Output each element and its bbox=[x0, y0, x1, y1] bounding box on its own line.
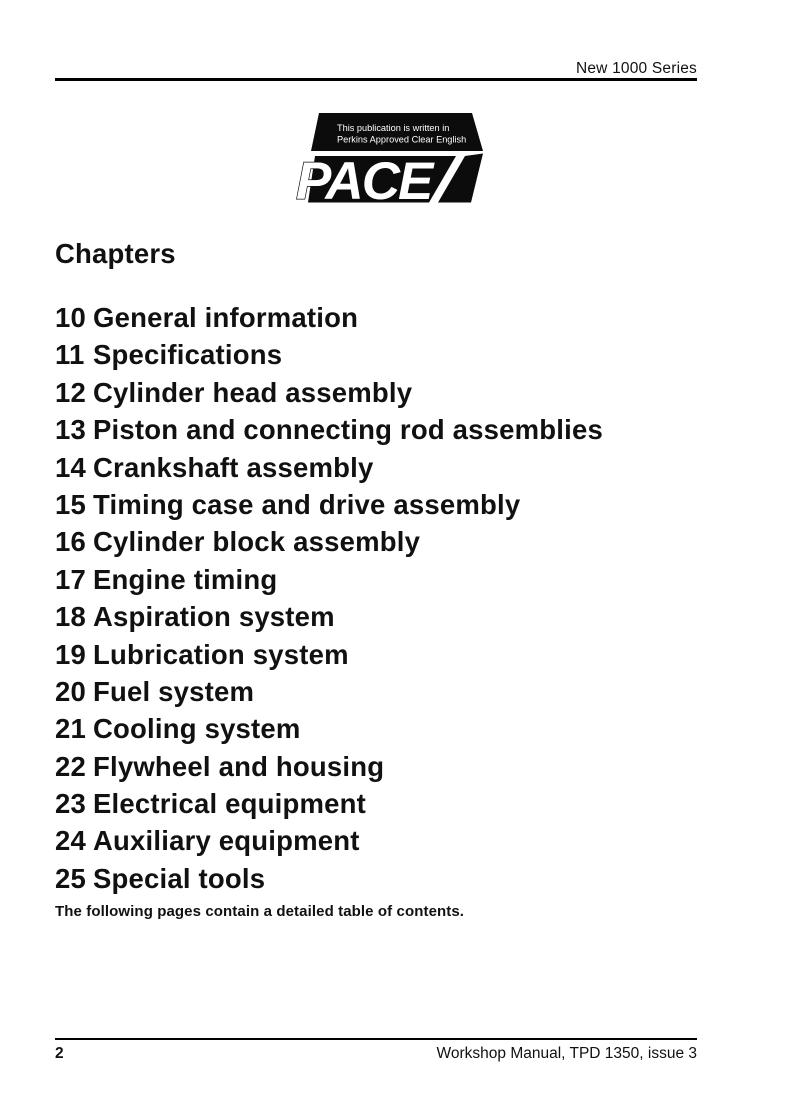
chapter-title: Crankshaft assembly bbox=[93, 451, 374, 483]
chapter-number: 19 bbox=[55, 638, 86, 670]
chapter-number: 10 bbox=[55, 302, 86, 333]
chapter-title: Fuel system bbox=[93, 675, 255, 707]
chapter-title: Aspiration system bbox=[93, 601, 335, 633]
chapter-row bbox=[55, 785, 695, 822]
chapter-title: Cylinder head assembly bbox=[93, 376, 413, 408]
chapter-row bbox=[55, 449, 695, 486]
chapter-number: 18 bbox=[55, 601, 86, 633]
logo-tagline-line1: This publication is written in bbox=[337, 123, 450, 133]
header-rule bbox=[55, 78, 697, 81]
chapter-row bbox=[55, 523, 695, 560]
logo-acronym: PACE bbox=[296, 152, 432, 205]
chapter-number: 15 bbox=[55, 488, 86, 520]
chapter-number: 21 bbox=[55, 713, 86, 745]
chapter-number: 12 bbox=[55, 376, 86, 408]
chapter-row bbox=[55, 598, 695, 635]
chapter-row bbox=[55, 822, 695, 859]
chapter-title: Auxiliary equipment bbox=[93, 825, 360, 857]
chapter-row bbox=[55, 336, 695, 373]
chapter-row bbox=[55, 860, 695, 897]
logo-tagline-line2: Perkins Approved Clear English bbox=[337, 134, 467, 145]
chapter-number: 11 bbox=[55, 339, 85, 371]
chapter-number: 16 bbox=[55, 526, 86, 558]
chapter-number: 24 bbox=[55, 825, 86, 857]
chapter-row bbox=[55, 673, 695, 710]
chapter-title: Electrical equipment bbox=[93, 788, 366, 820]
chapter-row bbox=[55, 636, 695, 673]
chapter-row bbox=[55, 748, 695, 785]
chapter-row bbox=[55, 710, 695, 747]
contents-note: The following pages contain a detailed table of contents. bbox=[55, 903, 465, 920]
header-series-title: New 1000 Series bbox=[575, 60, 697, 77]
chapter-title: Specifications bbox=[93, 339, 283, 371]
chapter-row bbox=[55, 299, 695, 336]
chapter-title: Piston and connecting rod assemblies bbox=[93, 414, 603, 446]
chapter-number: 17 bbox=[55, 563, 86, 595]
page-title: Chapters bbox=[55, 238, 176, 269]
footer-rule bbox=[55, 1038, 697, 1040]
chapter-title: Timing case and drive assembly bbox=[93, 488, 521, 520]
chapter-row bbox=[55, 374, 695, 411]
footer-doc-ref: Workshop Manual, TPD 1350, issue 3 bbox=[436, 1045, 697, 1062]
chapter-row bbox=[55, 411, 695, 448]
chapter-list bbox=[55, 299, 695, 897]
chapter-number: 23 bbox=[55, 788, 86, 820]
chapter-title: Lubrication system bbox=[93, 638, 349, 670]
chapter-title: General information bbox=[93, 302, 359, 333]
pace-logo bbox=[285, 110, 490, 205]
chapter-number: 20 bbox=[55, 675, 86, 707]
chapter-title: Flywheel and housing bbox=[93, 750, 385, 782]
footer-page-number: 2 bbox=[55, 1045, 64, 1062]
chapter-row bbox=[55, 486, 695, 523]
chapter-number: 22 bbox=[55, 750, 86, 782]
chapter-title: Engine timing bbox=[93, 563, 278, 595]
chapter-number: 14 bbox=[55, 451, 86, 483]
chapter-title: Special tools bbox=[93, 862, 266, 894]
chapter-number: 25 bbox=[55, 862, 86, 894]
chapter-row bbox=[55, 561, 695, 598]
chapter-title: Cylinder block assembly bbox=[93, 526, 421, 558]
chapter-title: Cooling system bbox=[93, 713, 301, 745]
chapter-number: 13 bbox=[55, 414, 86, 446]
